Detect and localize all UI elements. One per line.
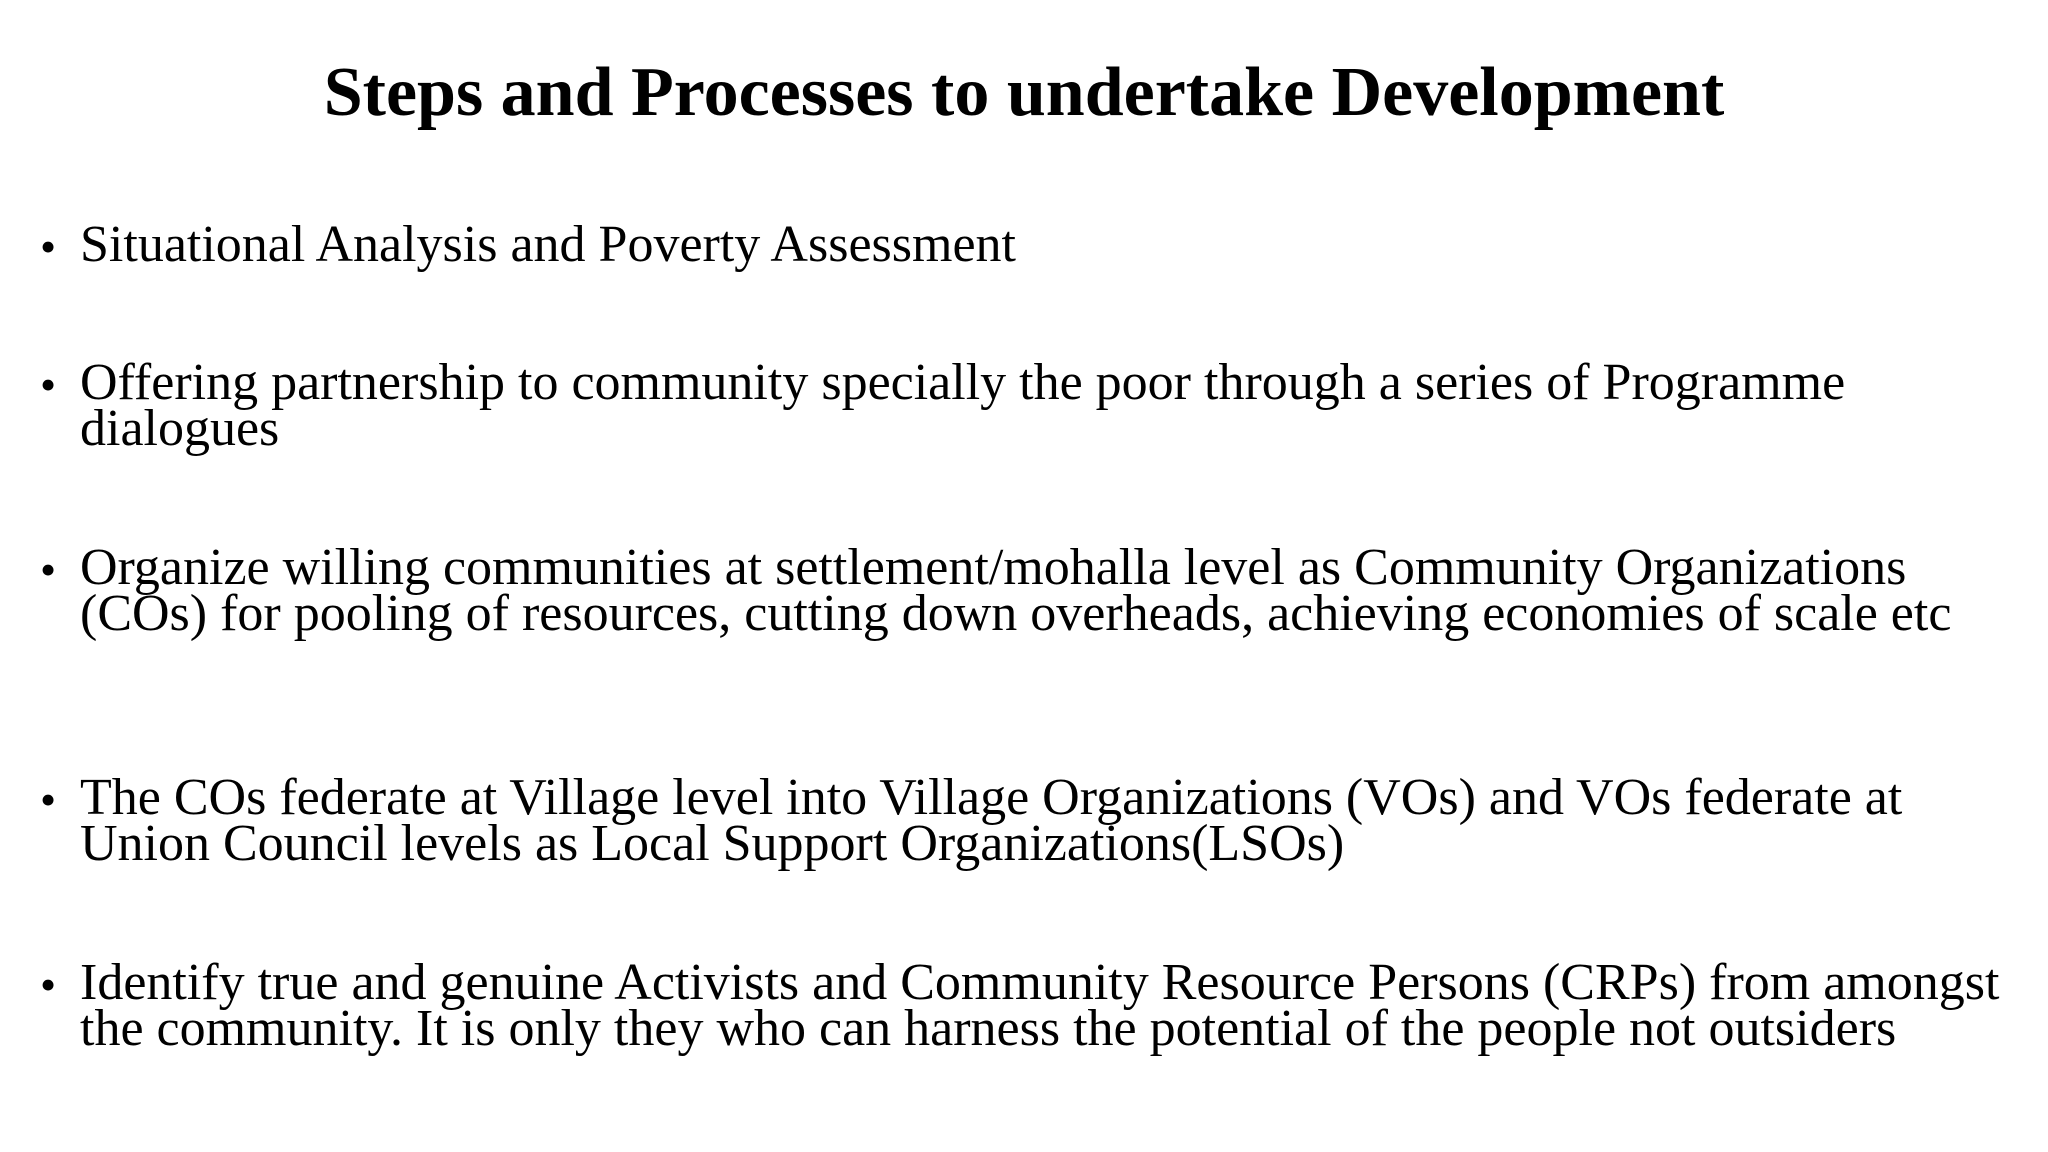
bullet-dot-icon: • (40, 359, 57, 410)
bullet-dot-icon: • (40, 544, 57, 595)
bullet-text: The COs federate at Village level into Village Organizations (VOs) and VOs federate at Union Council levels as Local Support Organizations(LSOs) (80, 769, 1903, 872)
bullet-item (40, 216, 2000, 273)
bullet-item (40, 769, 2000, 872)
bullet-dot-icon: • (40, 221, 57, 272)
bullet-dot-icon: • (40, 774, 57, 825)
bullet-item (40, 539, 2000, 642)
bullet-text: Organize willing communities at settlement/mohalla level as Community Organizations (COs) for pooling of resources, cutting down overheads, achieving economies of scale etc (80, 539, 1952, 642)
bullet-text: Situational Analysis and Poverty Assessment (80, 216, 1016, 273)
bullet-item (40, 354, 2000, 457)
slide-title: Steps and Processes to undertake Development (323, 54, 1725, 131)
bullet-text: Offering partnership to community specially the poor through a series of Programme dialogues (80, 354, 1846, 457)
bullet-text: Identify true and genuine Activists and Community Resource Persons (CRPs) from amongst the community. It is only they who can harness the potential of the people not outsiders (80, 954, 2000, 1057)
bullet-dot-icon: • (40, 959, 57, 1010)
bullet-item (40, 954, 2000, 1057)
